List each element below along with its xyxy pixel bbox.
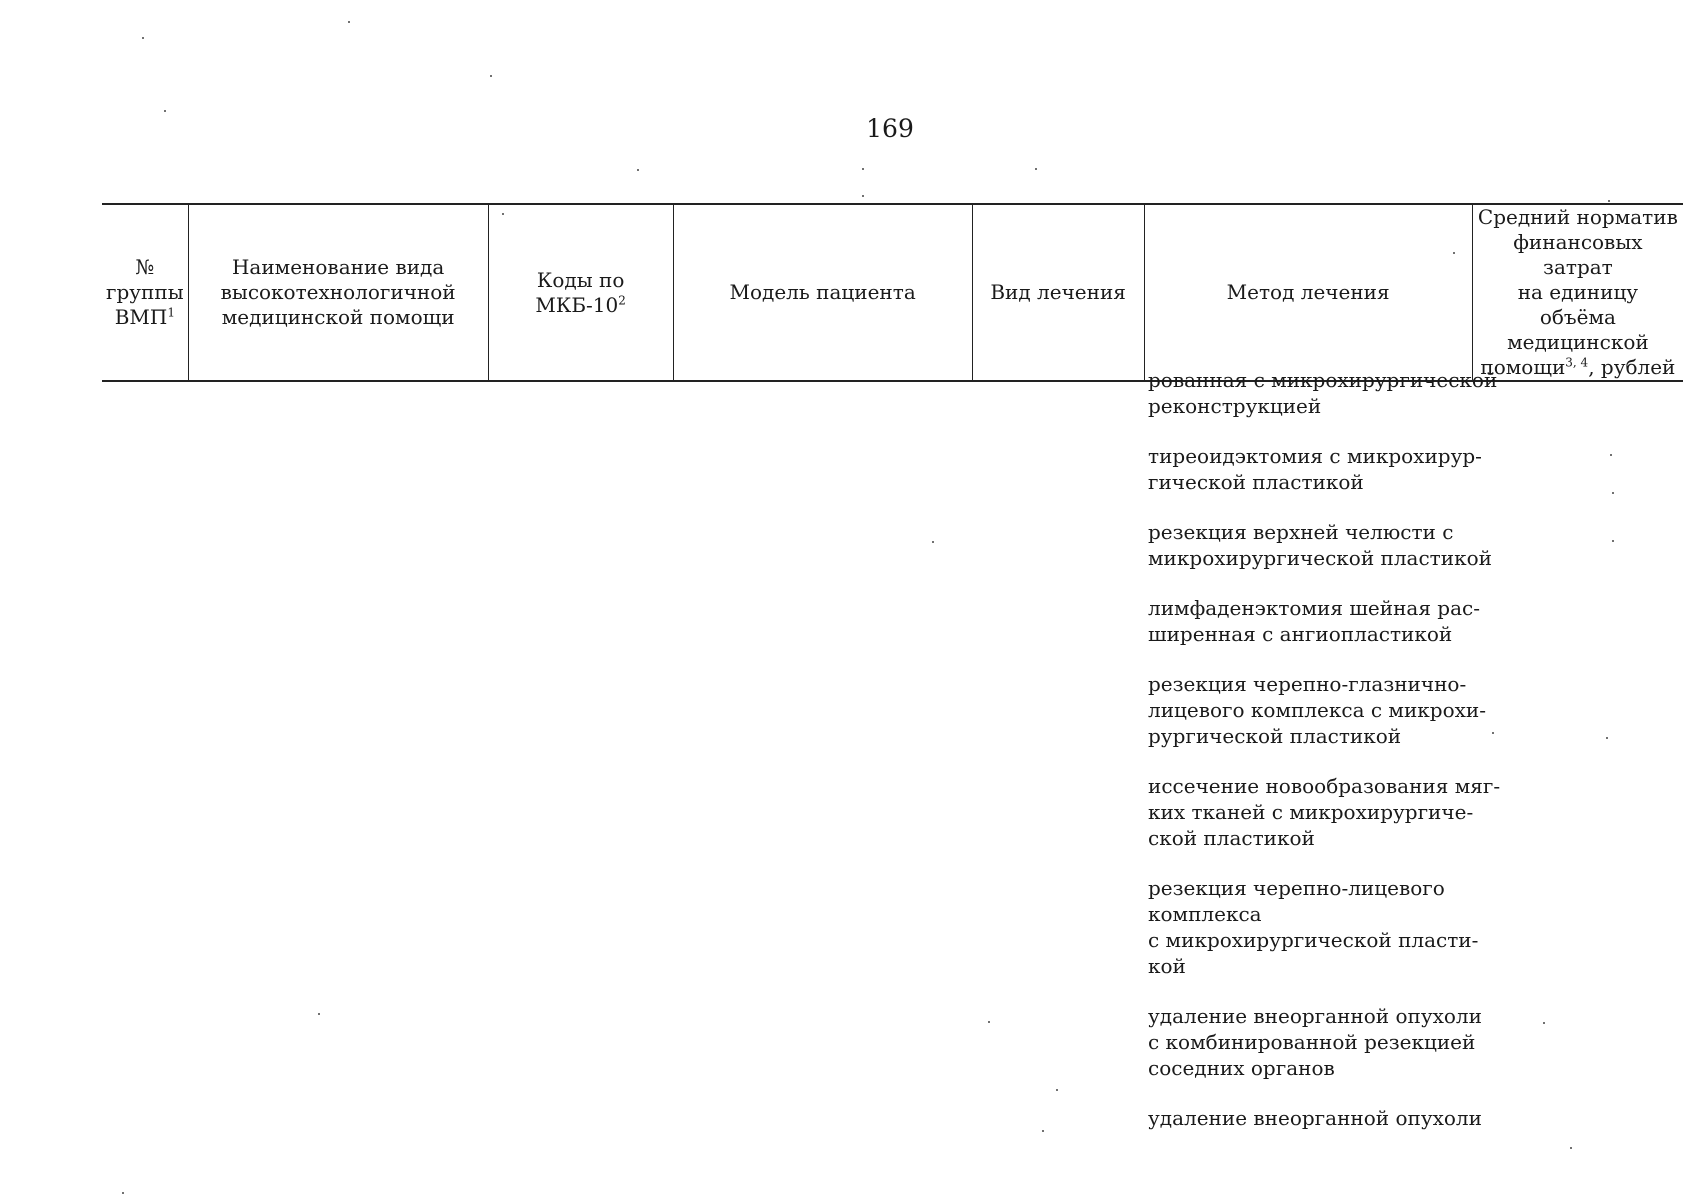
method-line: иссечение новообразования мяг- [1148,774,1501,798]
header-line: финансовых затрат [1513,230,1643,279]
header-line: Наименование вида [231,255,445,279]
method-line: удаление внеорганной опухоли [1148,1004,1482,1028]
scan-speck [637,169,639,171]
method-item [1148,1105,1482,1131]
header-line: на единицу объёма [1517,280,1639,329]
method-line: ской пластикой [1148,826,1315,850]
scan-speck [1453,252,1455,254]
scan-speck [1608,200,1610,202]
method-line: лицевого комплекса с микрохи- [1148,698,1487,722]
method-line: лимфаденэктомия шейная рас- [1148,596,1480,620]
scan-speck [988,1021,990,1023]
column-header-patient-model: Модель пациента [673,204,972,381]
column-header-icd-codes [488,204,673,381]
method-item [1148,519,1492,571]
scan-speck [1610,454,1612,456]
method-line: рургической пластикой [1148,724,1402,748]
scan-speck [348,21,350,23]
method-line: ких тканей с микрохирургиче- [1148,800,1474,824]
scan-speck [1612,540,1614,542]
header-line: медицинской [1507,330,1649,354]
header-line: № [135,255,155,279]
scan-speck [1543,1022,1545,1024]
scan-speck [142,37,144,39]
scan-speck [502,213,504,215]
column-header-group-number [102,204,188,381]
scan-speck [1492,732,1494,734]
method-item [1148,1003,1482,1081]
method-line: резекция верхней челюсти с [1148,520,1454,544]
header-line: медицинской помощи [221,305,455,329]
header-line: Средний норматив [1477,205,1678,229]
scan-speck [1612,492,1614,494]
footnote-marker: 1 [167,305,175,320]
scan-speck [932,541,934,543]
method-line: резекция черепно-глазнично- [1148,672,1467,696]
scan-speck [122,1192,124,1194]
column-header-cost [1472,204,1683,381]
scan-speck [1035,168,1037,170]
scan-speck [1056,1089,1058,1091]
scan-speck [862,168,864,170]
method-item [1148,443,1482,495]
column-header-treatment-type: Вид лечения [972,204,1144,381]
header-line: помощи [1480,355,1566,379]
method-line: резекция черепно-лицевого [1148,876,1445,900]
scan-speck [1606,737,1608,739]
method-item [1148,773,1501,851]
method-line: гической пластикой [1148,470,1364,494]
header-line: ВМП [114,305,168,329]
method-item [1148,875,1478,979]
method-item [1148,671,1487,749]
table-header [102,203,1683,382]
header-line: высокотехнологичной [220,280,456,304]
scan-speck [1570,1147,1572,1149]
method-line: реконструкцией [1148,394,1322,418]
page-number: 169 [866,114,914,143]
scan-speck [318,1013,320,1015]
footnote-marker: 2 [618,292,626,307]
method-line: ширенная с ангиопластикой [1148,622,1453,646]
scan-speck [164,110,166,112]
column-header-vmp-name [188,204,488,381]
method-line: рованная с микрохирургической [1148,368,1498,392]
header-line: Коды по [536,267,625,292]
header-line: МКБ-10 [535,292,619,317]
method-line: соседних органов [1148,1056,1335,1080]
method-line: кой [1148,954,1186,978]
treatment-methods-list [1148,367,1501,1155]
method-line: с комбинированной резекцией [1148,1030,1476,1054]
column-header-treatment-method: Метод лечения [1144,204,1472,381]
scan-speck [1042,1130,1044,1132]
header-line: группы [106,280,184,304]
scan-speck [490,75,492,77]
method-line: удаление внеорганной опухоли [1148,1106,1482,1130]
scan-speck [862,195,864,197]
header-line: , рублей [1588,355,1676,379]
method-item [1148,367,1498,419]
method-line: комплекса [1148,902,1262,926]
method-item [1148,595,1478,647]
footnote-marker: 3, 4 [1565,355,1589,370]
method-line: тиреоидэктомия с микрохирур- [1148,444,1482,468]
method-line: микрохирургической пластикой [1148,546,1492,570]
method-line: с микрохирургической пласти- [1148,928,1479,952]
